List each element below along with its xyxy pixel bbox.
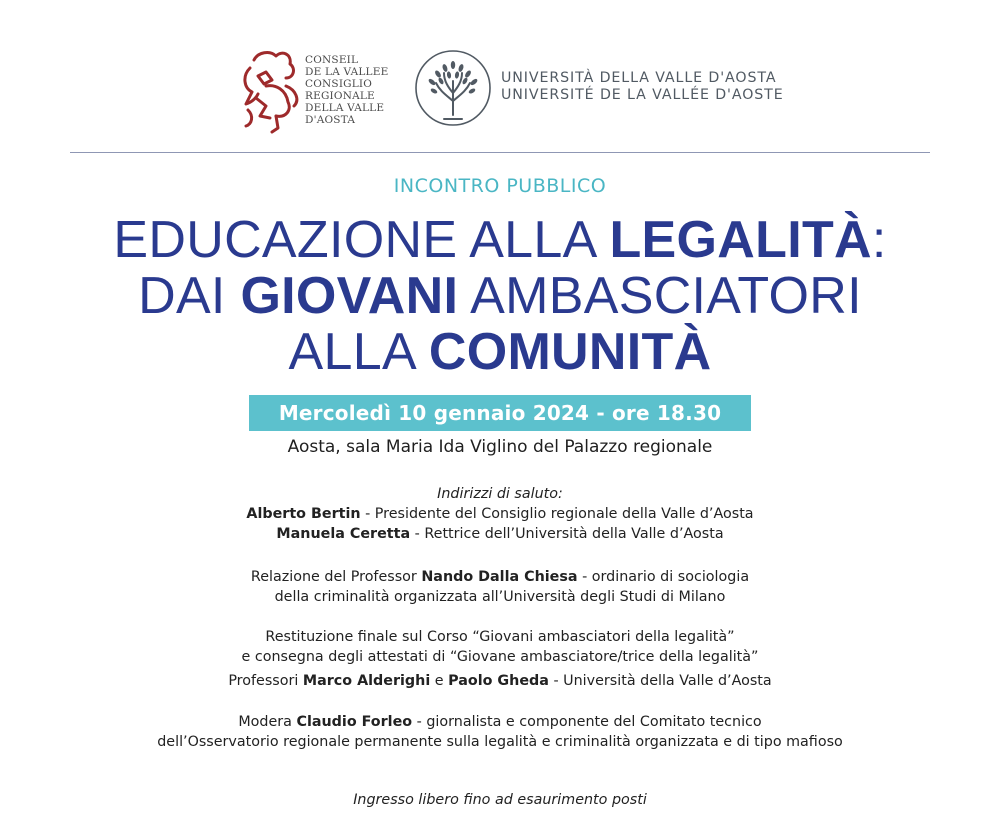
council-line: D'AOSTA: [305, 114, 356, 126]
university-name: [501, 70, 784, 104]
greetings-block: [0, 484, 1000, 544]
event-venue: Aosta, sala Maria Ida Viglino del Palazzo regionale: [287, 437, 713, 457]
greeting-item: [0, 504, 1000, 524]
talk-text: - ordinario di sociologia: [577, 569, 750, 585]
title-line-1: [0, 212, 1000, 268]
council-line: CONSIGLIO: [305, 78, 373, 90]
talk-block: [0, 567, 1000, 607]
restitution-line: Restituzione finale sul Corso “Giovani ambasciatori della legalità”: [265, 629, 735, 645]
restitution-text: - Università della Valle d’Aosta: [548, 673, 772, 689]
speaker-name: Paolo Gheda: [448, 673, 549, 689]
title-line-2: [0, 268, 1000, 324]
title-emphasis: GIOVANI: [240, 267, 459, 325]
header: [0, 0, 1000, 152]
speaker-role: - Rettrice dell’Università della Valle d’Aosta: [410, 526, 724, 542]
title-text: AMBASCIATORI: [458, 267, 862, 325]
restitution-line: e consegna degli attestati di “Giovane ambasciatore/trice della legalità”: [241, 649, 759, 665]
title-emphasis: LEGALITÀ: [609, 211, 872, 269]
moderator-line: [0, 712, 1000, 732]
restitution-text: Professori: [228, 673, 303, 689]
entry-note: Ingresso libero fino ad esaurimento posti: [353, 792, 647, 808]
university-name-it: UNIVERSITÀ DELLA VALLE D'AOSTA: [501, 70, 777, 86]
event-title: [0, 212, 1000, 380]
title-text: :: [871, 211, 887, 269]
council-line: DE LA VALLEE: [305, 66, 389, 78]
professors-line: [0, 671, 1000, 691]
moderator-text: Modera: [238, 714, 297, 730]
title-text: DAI: [138, 267, 241, 325]
greetings-label: Indirizzi di saluto:: [437, 486, 563, 502]
title-line-3: [0, 324, 1000, 380]
title-emphasis: COMUNITÀ: [428, 323, 712, 381]
council-lion-logo-icon: [236, 46, 304, 134]
speaker-name: Claudio Forleo: [296, 714, 413, 730]
title-text: ALLA: [288, 323, 429, 381]
event-kicker: INCONTRO PUBBLICO: [393, 175, 607, 197]
title-text: EDUCAZIONE ALLA: [113, 211, 610, 269]
event-date: Mercoledì 10 gennaio 2024 - ore 18.30: [278, 401, 722, 425]
council-line: CONSEIL: [305, 54, 359, 66]
talk-line: [0, 567, 1000, 587]
university-tree-logo-icon: [414, 47, 492, 129]
speaker-name: Marco Alderighi: [302, 673, 431, 689]
speaker-name: Nando Dalla Chiesa: [421, 569, 578, 585]
moderator-block: [0, 712, 1000, 752]
council-name: [305, 54, 388, 126]
restitution-block: [0, 627, 1000, 691]
greeting-item: [0, 524, 1000, 544]
talk-text: Relazione del Professor: [250, 569, 422, 585]
moderator-text: - giornalista e componente del Comitato tecnico: [412, 714, 762, 730]
council-line: REGIONALE: [305, 90, 375, 102]
talk-line: della criminalità organizzata all’Università degli Studi di Milano: [274, 589, 726, 605]
university-name-fr: UNIVERSITÉ DE LA VALLÉE D'AOSTE: [501, 87, 784, 103]
moderator-line: dell’Osservatorio regionale permanente sulla legalità e criminalità organizzata e di tipo mafioso: [157, 734, 843, 750]
council-line: DELLA VALLE: [305, 102, 385, 114]
restitution-text: e: [430, 673, 449, 689]
speaker-name: Alberto Bertin: [246, 506, 361, 522]
header-divider: [70, 152, 930, 153]
speaker-name: Manuela Ceretta: [276, 526, 411, 542]
speaker-role: - Presidente del Consiglio regionale della Valle d’Aosta: [360, 506, 754, 522]
